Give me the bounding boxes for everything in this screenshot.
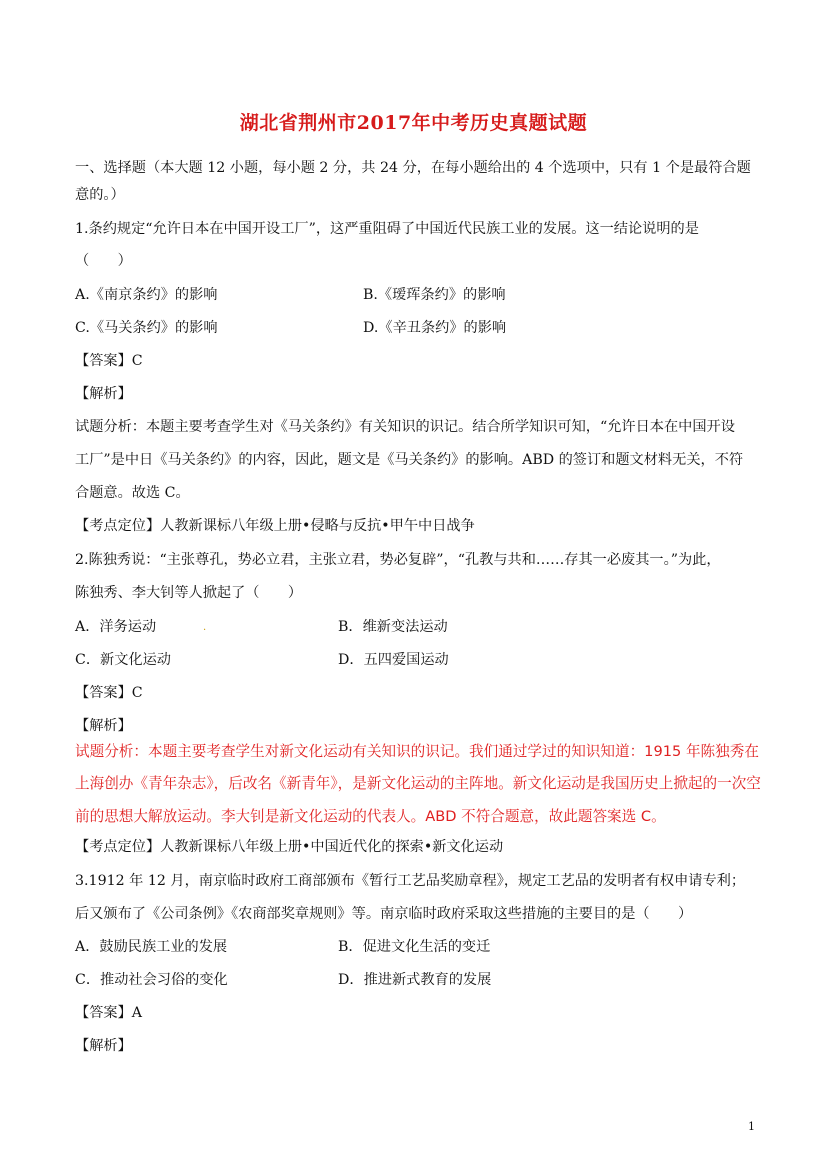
q2-option-a: A．洋务运动: [75, 619, 157, 635]
section-instructions-line2: 意的。）: [75, 187, 125, 203]
q2-stem-line2: 陈独秀、李大钊等人掀起了（ ）: [75, 585, 303, 601]
q2-stem-line1: 2.陈独秀说：“主张尊孔，势必立君，主张立君，势必复辟”，“孔教与共和……存其一必废其一。”为此，: [75, 552, 721, 568]
q2-option-b: B．维新变法运动: [338, 619, 448, 635]
page-title: 湖北省荆州市2017年中考历史真题试题: [239, 112, 588, 134]
q3-option-a: A．鼓励民族工业的发展: [75, 939, 228, 955]
q1-stem-line2: （ ）: [75, 253, 132, 269]
q3-analysis-label: 【解析】: [75, 1038, 132, 1054]
q3-option-b: B．促进文化生活的变迁: [338, 939, 491, 955]
q2-knowledge-point: 【考点定位】人教新课标八年级上册•中国近代化的探索•新文化运动: [75, 839, 504, 855]
q3-stem-line2: 后又颁布了《公司条例》《农商部奖章规则》等。南京临时政府采取这些措施的主要目的是（ ）: [75, 906, 693, 922]
q3-answer: 【答案】A: [75, 1005, 142, 1021]
section-instructions-line1: 一、选择题（本大题 12 小题，每小题 2 分，共 24 分，在每小题给出的 4 个选项中，只有 1 个是最符合题: [75, 160, 751, 176]
page-number: 1: [748, 1120, 755, 1133]
q2-analysis-line1: 试题分析：本题主要考查学生对新文化运动有关知识的识记。我们通过学过的知识知道：1915 年陈独秀在: [75, 743, 759, 760]
q2-option-d: D．五四爱国运动: [338, 652, 449, 668]
q1-analysis-label: 【解析】: [75, 386, 132, 402]
q1-knowledge-point: 【考点定位】人教新课标八年级上册•侵略与反抗•甲午中日战争: [75, 518, 475, 534]
q3-option-d: D．推进新式教育的发展: [338, 972, 492, 988]
q1-analysis-line3: 合题意。故选 C。: [75, 485, 190, 501]
q1-analysis-line2: 工厂”是中日《马关条约》的内容，因此，题文是《马关条约》的影响。ABD 的签订和题文材料无关，不符: [75, 452, 744, 468]
q2-analysis-label: 【解析】: [75, 718, 132, 734]
q3-stem-line1: 3.1912 年 12 月，南京临时政府工商部颁布《暂行工艺品奖励章程》，规定工艺品的发明者有权申请专利；: [75, 873, 746, 889]
q1-option-b: B.《瑷珲条约》的影响: [363, 287, 506, 303]
q1-stem-line1: 1.条约规定“允许日本在中国开设工厂”，这严重阻碍了中国近代民族工业的发展。这一结论说明的是: [75, 221, 699, 237]
q1-answer: 【答案】C: [75, 353, 143, 369]
q2-option-c: C．新文化运动: [75, 652, 171, 668]
q2-analysis-line2: 上海创办《青年杂志》，后改名《新青年》，是新文化运动的主阵地。新文化运动是我国历史上掀起的一次空: [75, 775, 761, 792]
q3-option-c: C．推动社会习俗的变化: [75, 972, 228, 988]
q2-answer: 【答案】C: [75, 685, 143, 701]
q1-analysis-line1: 试题分析：本题主要考查学生对《马关条约》有关知识的识记。结合所学知识可知，“允许日本在中国开设: [75, 419, 735, 435]
q1-option-d: D.《辛丑条约》的影响: [363, 320, 507, 336]
q2-analysis-line3: 前的思想大解放运动。李大钊是新文化运动的代表人。ABD 不符合题意，故此题答案选 C。: [75, 808, 666, 825]
q1-option-a: A.《南京条约》的影响: [75, 287, 218, 303]
stray-dot-mark: .: [203, 622, 207, 633]
q1-option-c: C.《马关条约》的影响: [75, 320, 218, 336]
